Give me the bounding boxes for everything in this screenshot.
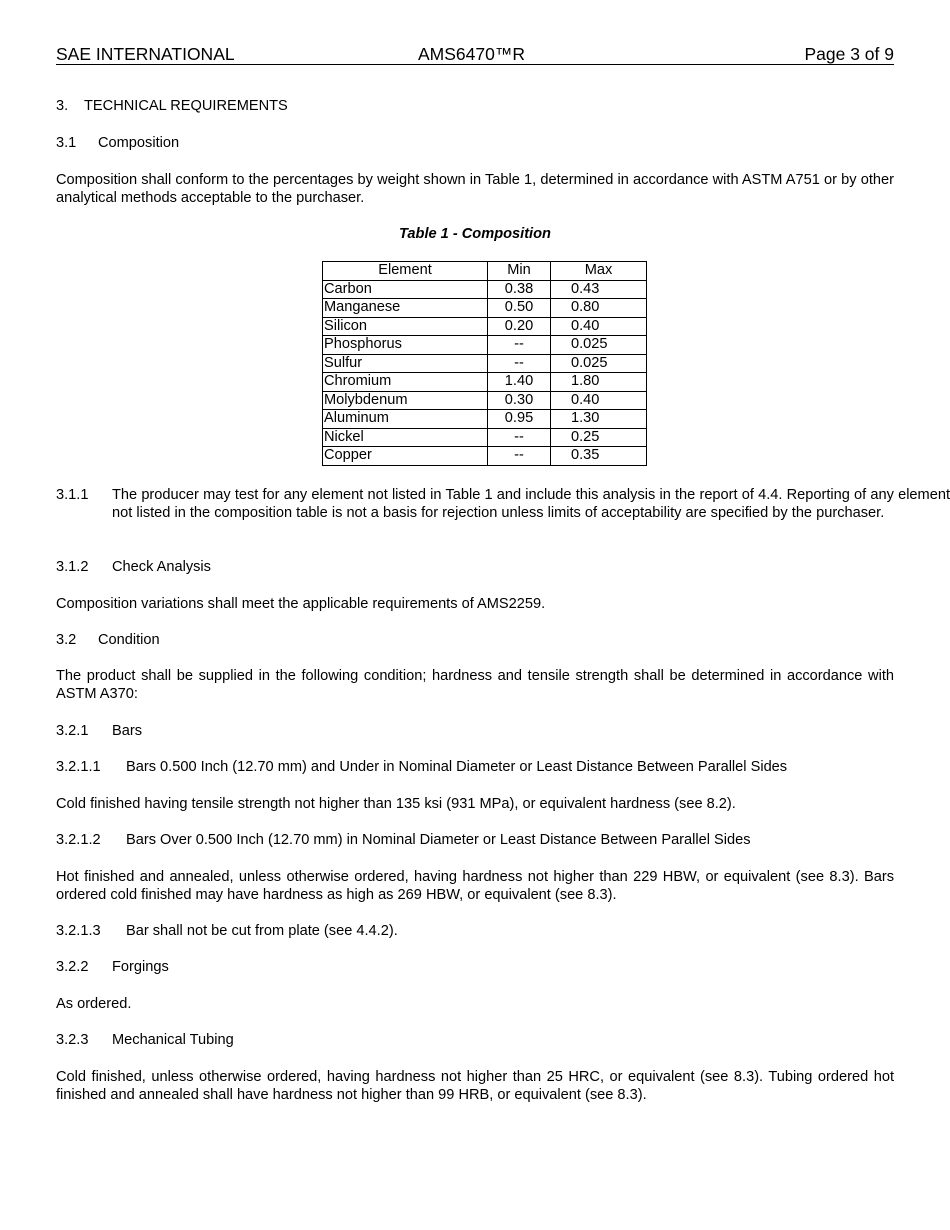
- cell-element: Carbon: [323, 280, 488, 299]
- section-3-2-3-heading: [56, 1031, 894, 1049]
- cell-max: 0.025: [551, 354, 647, 373]
- section-number: 3.2.1.1: [56, 759, 101, 775]
- cell-element: Phosphorus: [323, 336, 488, 355]
- section-3-2-body: The product shall be supplied in the following condition; hardness and tensile strength shall be determined in accordance with ASTM A370:: [56, 668, 894, 702]
- cell-element: Aluminum: [323, 410, 488, 429]
- section-title: Forgings: [112, 959, 169, 975]
- header-organization: SAE INTERNATIONAL: [56, 44, 235, 64]
- section-number: 3.1: [56, 135, 77, 151]
- cell-min: 0.38: [488, 280, 551, 299]
- cell-element: Sulfur: [323, 354, 488, 373]
- cell-element: Manganese: [323, 299, 488, 318]
- table-row: [323, 447, 647, 466]
- section-number: 3.2: [56, 632, 77, 648]
- section-title: Bars Over 0.500 Inch (12.70 mm) in Nominal Diameter or Least Distance Between Parallel Sides: [126, 832, 751, 848]
- section-3-2-1-1-body: Cold finished having tensile strength not higher than 135 ksi (931 MPa), or equivalent hardness (see 8.2).: [56, 796, 736, 812]
- section-3-1-heading: [56, 134, 894, 152]
- section-number: 3.: [56, 98, 69, 114]
- section-3-2-1-heading: [56, 722, 894, 740]
- section-3-1-2-heading: [56, 558, 894, 576]
- section-number: 3.2.1.3: [56, 923, 101, 939]
- section-title: Bars: [112, 723, 143, 739]
- section-3-2-3-body: Cold finished, unless otherwise ordered, having hardness not higher than 25 HRC, or equivalent (see 8.3). Tubing ordered hot finished and annealed shall have hardness not higher than 99 HRB, or equivalent (see 8.3).: [56, 1069, 894, 1103]
- section-number: 3.2.1.2: [56, 832, 101, 848]
- column-header-element: Element: [323, 262, 488, 281]
- cell-max: 0.80: [551, 299, 647, 318]
- cell-min: --: [488, 447, 551, 466]
- table-header-row: [323, 262, 647, 281]
- section-3-2-1-1-heading: [56, 758, 894, 776]
- cell-min: 0.20: [488, 317, 551, 336]
- section-3-heading: [56, 97, 894, 115]
- section-3-1-1: [56, 486, 950, 522]
- table-row: [323, 410, 647, 429]
- section-3-2-heading: [56, 631, 894, 649]
- section-title: Bars 0.500 Inch (12.70 mm) and Under in Nominal Diameter or Least Distance Between Parallel Sides: [126, 759, 788, 775]
- cell-element: Nickel: [323, 428, 488, 447]
- cell-max: 0.43: [551, 280, 647, 299]
- table-row: [323, 280, 647, 299]
- section-title: TECHNICAL REQUIREMENTS: [84, 98, 288, 114]
- header-page-number: Page 3 of 9: [804, 44, 894, 64]
- table-row: [323, 354, 647, 373]
- section-3-2-1-2-heading: [56, 831, 894, 849]
- cell-max: 0.025: [551, 336, 647, 355]
- cell-element: Chromium: [323, 373, 488, 392]
- cell-max: 0.40: [551, 391, 647, 410]
- section-3-2-2-body: As ordered.: [56, 996, 132, 1012]
- table-caption: Table 1 - Composition: [399, 226, 551, 242]
- cell-element: Molybdenum: [323, 391, 488, 410]
- table-row: [323, 336, 647, 355]
- section-number: 3.2.2: [56, 959, 89, 975]
- cell-max: 1.80: [551, 373, 647, 392]
- column-header-max: Max: [551, 262, 647, 281]
- section-3-1-2-body: Composition variations shall meet the applicable requirements of AMS2259.: [56, 596, 546, 612]
- cell-max: 1.30: [551, 410, 647, 429]
- page-header: [56, 44, 894, 65]
- section-title: Bar shall not be cut from plate (see 4.4.2).: [126, 923, 398, 939]
- cell-max: 0.40: [551, 317, 647, 336]
- cell-element: Copper: [323, 447, 488, 466]
- table-row: [323, 317, 647, 336]
- section-3-2-2-heading: [56, 958, 894, 976]
- section-title: Composition: [98, 135, 180, 151]
- table-row: [323, 428, 647, 447]
- section-title: Mechanical Tubing: [112, 1032, 234, 1048]
- section-number: 3.2.1: [56, 723, 89, 739]
- section-number: 3.1.1: [56, 487, 89, 503]
- cell-min: 0.30: [488, 391, 551, 410]
- cell-min: --: [488, 354, 551, 373]
- cell-min: 0.95: [488, 410, 551, 429]
- cell-min: --: [488, 428, 551, 447]
- column-header-min: Min: [488, 262, 551, 281]
- header-document-number: AMS6470™R: [418, 44, 525, 64]
- section-3-2-1-3: [56, 922, 894, 940]
- cell-min: 1.40: [488, 373, 551, 392]
- table-row: [323, 373, 647, 392]
- section-body: The producer may test for any element not listed in Table 1 and include this analysis in the report of 4.4. Reporting of any element not listed in the composition table is not a basis for rejection unless limits of acceptability are specified by the purchaser.: [112, 487, 950, 521]
- section-number: 3.2.3: [56, 1032, 89, 1048]
- section-title: Condition: [98, 632, 160, 648]
- section-title: Check Analysis: [112, 559, 211, 575]
- section-3-1-body: Composition shall conform to the percentages by weight shown in Table 1, determined in accordance with ASTM A751 or by other analytical methods acceptable to the purchaser.: [56, 172, 894, 206]
- table-row: [323, 299, 647, 318]
- section-number: 3.1.2: [56, 559, 89, 575]
- composition-table: [322, 261, 647, 466]
- cell-max: 0.25: [551, 428, 647, 447]
- cell-min: --: [488, 336, 551, 355]
- cell-max: 0.35: [551, 447, 647, 466]
- section-3-2-1-2-body: Hot finished and annealed, unless otherwise ordered, having hardness not higher than 229 HBW, or equivalent (see 8.3). Bars ordered cold finished may have hardness as high as 269 HBW, or equivalent (see 8.3).: [56, 869, 894, 903]
- table-row: [323, 391, 647, 410]
- cell-element: Silicon: [323, 317, 488, 336]
- cell-min: 0.50: [488, 299, 551, 318]
